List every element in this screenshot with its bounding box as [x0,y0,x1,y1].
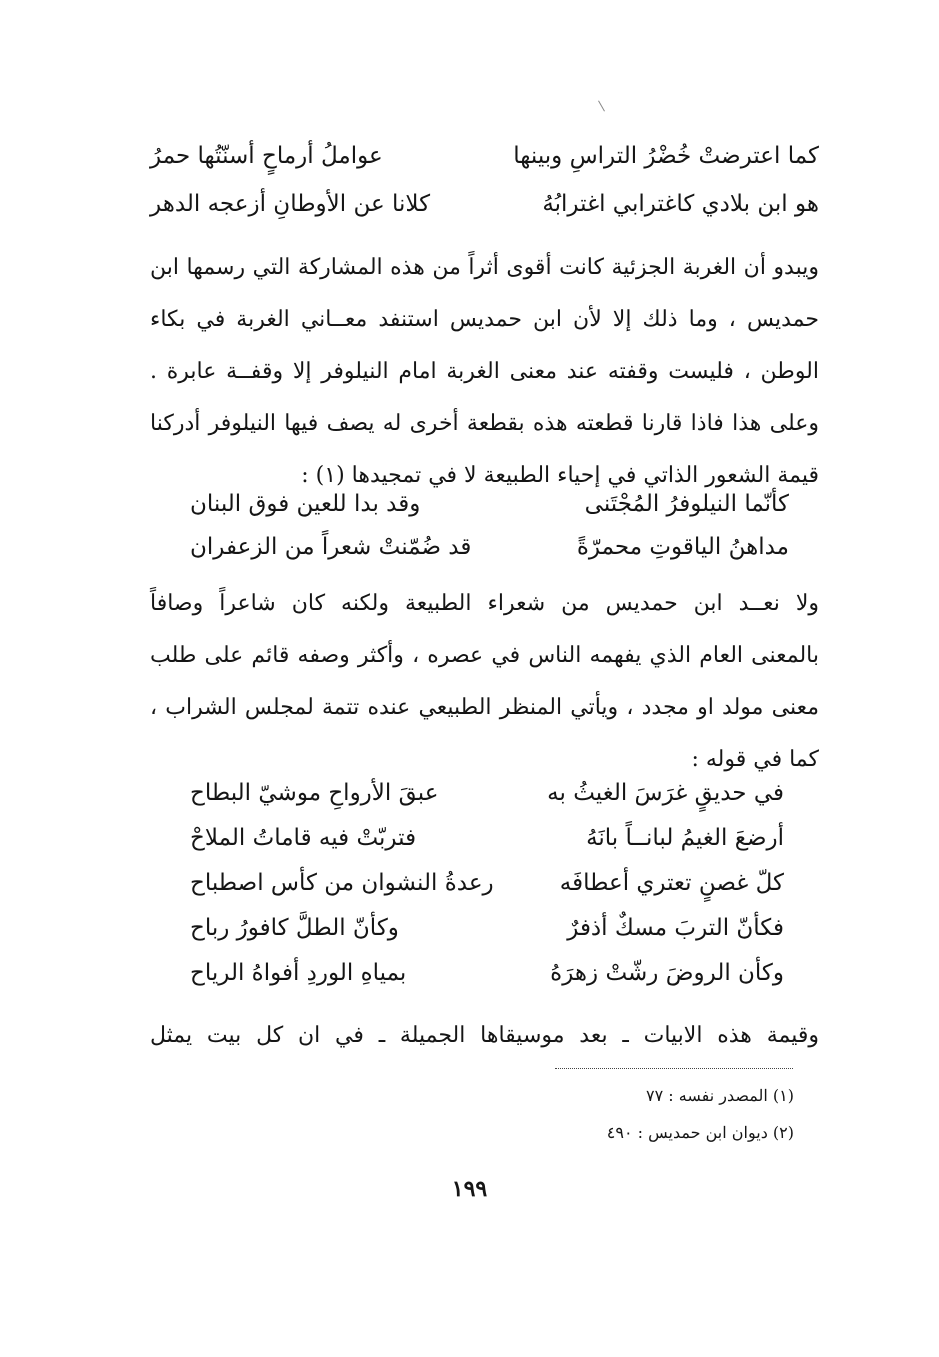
footnote: (١) المصدر نفسه : ٧٧ [646,1086,794,1105]
verse-line [150,136,819,176]
paragraph-line: ويبدو أن الغربة الجزئية كانت أقوى أثراً من هذه المشاركة التي رسمها ابن [150,255,819,280]
verse-first-hemistich: كلّ غصنٍ تعتري أعطافَه [559,870,784,896]
verse-first-hemistich: مداهنُ الياقوتِ محمرّةً [576,534,789,560]
verse-second-hemistich: قد ضُمّنتْ شعراً من الزعفران [190,534,472,560]
scan-mark [598,101,605,112]
verse-second-hemistich: فتربّتْ فيه قاماتُ الملاحْ [190,825,417,851]
verse-second-hemistich: عبقَ الأرواحِ موشيّ البطاح [190,780,439,806]
verse-first-hemistich: كأنّما النيلوفرُ المُجْتَنى [584,491,789,517]
verse-second-hemistich: كلانا عن الأوطانِ أزعجه الدهر [150,191,431,217]
verse-line [190,953,784,993]
verse-first-hemistich: هو ابن بلادي كاغترابي اغترابُهُ [542,191,819,217]
verse-line [190,818,784,858]
paragraph-line: الوطن ، فليست وقفته عند معنى الغربة امام النيلوفر إلا وقفــة عابرة . [150,359,819,384]
verse-second-hemistich: بمياهِ الوردِ أفواهُ الرياح [190,960,407,986]
verse-line [190,773,784,813]
verse-line [190,863,784,903]
verse-first-hemistich: كما اعترضتْ خُضْرُ التراسِ وبينها [513,143,819,169]
verse-second-hemistich: رعدةُ النشوان من كأس اصطباح [190,870,494,896]
verse-line [190,484,789,524]
paragraph-line: حمديس ، وما ذلك إلا لأن ابن حمديس استنفد معــاني الغربة في بكاء [150,307,819,332]
verse-first-hemistich: في حديقٍ غرَسَ الغيثُ به [547,780,784,806]
paragraph-line: وعلى هذا فاذا قارنا قطعته هذه بقطعة أخرى له يصف فيها النيلوفر أدركنا [150,411,819,436]
paragraph [150,242,819,502]
verse-line [190,908,784,948]
verse-first-hemistich: فكأنّ التربَ مسكٌ أذفرٌ [567,915,784,941]
verse-line [190,527,789,567]
verse-first-hemistich: وكأن الروضَ رشّتْ زهرَهُ [550,960,784,986]
paragraph [150,1010,819,1062]
page-number: ١٩٩ [451,1176,488,1202]
paragraph-line: بالمعنى العام الذي يفهمه الناس في عصره ، وأكثر وصفه قائم على طلب [150,643,819,668]
verse-second-hemistich: عواملُ أرماحٍ أسنّتُها حمرُ [150,143,383,169]
footnote-separator [555,1068,793,1069]
paragraph-line: معنى مولد او مجدد ، ويأتي المنظر الطبيعي عنده تتمة لمجلس الشراب ، [150,695,819,720]
paragraph-line: قيمة الشعور الذاتي في إحياء الطبيعة لا في تمجيدها (١) : [301,463,819,488]
verse-second-hemistich: وقد بدا للعين فوق البنان [190,491,421,517]
paragraph [150,578,819,786]
paragraph-line: ولا نعــد ابن حمديس من شعراء الطبيعة ولكنه كان شاعراً وصافاً [150,591,819,616]
footnote: (٢) ديوان ابن حمديس : ٤٩٠ [606,1123,794,1142]
verse-line [150,184,819,224]
verse-second-hemistich: وكأنّ الطلَّ كافورُ رباح [190,915,399,941]
verse-first-hemistich: أرضعَ الغيمُ لبانــاً بانَهُ [586,825,784,851]
paragraph-line: وقيمة هذه الابيات ـ بعد موسيقاها الجميلة ـ في ان كل بيت يمثل [150,1023,819,1048]
paragraph-line: كما في قوله : [691,747,819,772]
